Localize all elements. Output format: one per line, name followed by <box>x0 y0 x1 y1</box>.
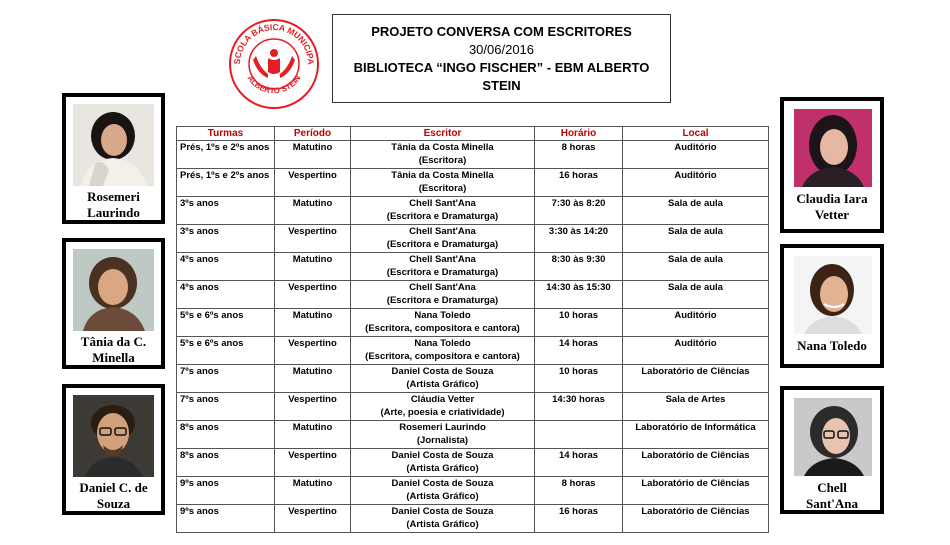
cell-horario-horario: 8 horas <box>561 142 596 153</box>
cell-escritor <box>351 505 535 533</box>
cell-turma-turma: 7ºs anos <box>180 394 219 405</box>
svg-text:ALBERTO STEIN <box>245 74 302 96</box>
photo-card-nana <box>780 244 884 368</box>
cell-escritor-escritor2: (Escritora e Dramaturga) <box>386 267 499 278</box>
table-header-row <box>177 127 769 141</box>
cell-escritor <box>351 421 535 449</box>
cell-local <box>623 421 769 449</box>
cell-turma <box>177 365 275 393</box>
table-row <box>177 169 769 197</box>
cell-local <box>623 309 769 337</box>
svg-text:ESCOLA BÁSICA MUNICIPAL <box>228 18 316 65</box>
cell-turma-turma: 4ºs anos <box>180 254 219 265</box>
cell-horario <box>535 337 623 365</box>
cell-horario <box>535 253 623 281</box>
cell-horario-horario: 10 horas <box>558 366 599 377</box>
cell-turma <box>177 393 275 421</box>
cell-turma <box>177 169 275 197</box>
cell-escritor-escritor2: (Escritora e Dramaturga) <box>386 211 499 222</box>
cell-local <box>623 365 769 393</box>
cell-local <box>623 281 769 309</box>
cell-turma <box>177 253 275 281</box>
cell-periodo <box>275 309 351 337</box>
cell-escritor-escritor2: (Artista Gráfico) <box>406 491 479 502</box>
photo-name-rosemeri-1: Rosemeri <box>87 189 140 204</box>
cell-turma-turma: 3ºs anos <box>180 198 219 209</box>
cell-periodo <box>275 449 351 477</box>
cell-turma <box>177 141 275 169</box>
table-row <box>177 141 769 169</box>
photo-card-chell <box>780 386 884 514</box>
cell-turma <box>177 197 275 225</box>
photo-claudia <box>794 109 872 187</box>
cell-escritor-escritor2: (Escritora, compositora e cantora) <box>365 323 520 334</box>
photo-chell <box>794 398 872 476</box>
cell-turma <box>177 477 275 505</box>
table-row <box>177 505 769 533</box>
cell-local-local: Laboratório de Informática <box>635 422 756 433</box>
cell-periodo <box>275 141 351 169</box>
table-row <box>177 309 769 337</box>
cell-escritor-escritor2: (Artista Gráfico) <box>406 379 479 390</box>
photo-tania <box>73 249 154 331</box>
cell-turma-turma: Prés, 1ºs e 2ºs anos <box>180 142 270 153</box>
header-turmas: Turmas <box>177 127 275 141</box>
cell-horario <box>535 421 623 449</box>
cell-horario <box>535 169 623 197</box>
cell-horario-horario: 8 horas <box>561 478 596 489</box>
cell-periodo <box>275 197 351 225</box>
cell-local <box>623 253 769 281</box>
header-title: PROJETO CONVERSA COM ESCRITORES <box>371 24 632 39</box>
cell-escritor <box>351 169 535 197</box>
table-row <box>177 281 769 309</box>
cell-turma-turma: 8ºs anos <box>180 450 219 461</box>
cell-periodo-periodo: Matutino <box>292 422 333 433</box>
cell-local-local: Sala de aula <box>668 282 723 293</box>
header-line3: BIBLIOTECA “INGO FISCHER” - EBM ALBERTO <box>353 60 650 75</box>
cell-local-local: Laboratório de Ciências <box>641 478 750 489</box>
cell-escritor <box>351 281 535 309</box>
cell-local-local: Laboratório de Ciências <box>641 366 750 377</box>
cell-periodo <box>275 365 351 393</box>
cell-turma-turma: 8ºs anos <box>180 422 219 433</box>
header-horario: Horário <box>535 127 623 141</box>
cell-periodo-periodo: Matutino <box>292 366 333 377</box>
cell-local <box>623 141 769 169</box>
cell-horario-horario: 14 horas <box>558 450 599 461</box>
cell-horario-horario: 14:30 às 15:30 <box>546 282 611 293</box>
cell-turma-turma: 7ºs anos <box>180 366 219 377</box>
cell-escritor <box>351 365 535 393</box>
cell-escritor-escritor1: Chell Sant'Ana <box>409 226 476 237</box>
cell-periodo <box>275 393 351 421</box>
cell-escritor <box>351 141 535 169</box>
cell-local-local: Auditório <box>674 170 717 181</box>
header-line4: STEIN <box>482 78 521 93</box>
cell-periodo-periodo: Vespertino <box>288 226 337 237</box>
photo-name-daniel-1: Daniel C. de <box>79 480 148 495</box>
cell-turma <box>177 421 275 449</box>
cell-periodo-periodo: Vespertino <box>288 282 337 293</box>
logo-text-bottom: ALBERTO STEIN <box>245 73 303 96</box>
cell-periodo <box>275 225 351 253</box>
cell-periodo-periodo: Matutino <box>292 142 333 153</box>
cell-periodo-periodo: Vespertino <box>288 450 337 461</box>
photo-name-tania-2: Minella <box>92 350 135 365</box>
cell-horario-horario: 7:30 às 8:20 <box>551 198 606 209</box>
cell-horario <box>535 393 623 421</box>
table-row <box>177 337 769 365</box>
table-row <box>177 365 769 393</box>
header-box <box>332 14 671 103</box>
cell-escritor <box>351 197 535 225</box>
cell-periodo <box>275 281 351 309</box>
cell-escritor-escritor2: (Escritora, compositora e cantora) <box>365 351 520 362</box>
photo-name-chell-2: Sant'Ana <box>805 496 859 511</box>
cell-turma-turma: 3ºs anos <box>180 226 219 237</box>
cell-local <box>623 477 769 505</box>
table-row <box>177 225 769 253</box>
cell-escritor-escritor2: (Escritora) <box>418 155 467 166</box>
cell-escritor-escritor2: (Jornalista) <box>416 435 469 446</box>
cell-turma-turma: 5ºs e 6ºs anos <box>180 310 244 321</box>
cell-horario-horario: 16 horas <box>558 506 599 517</box>
cell-turma-turma: Prés, 1ºs e 2ºs anos <box>180 170 270 181</box>
cell-escritor-escritor2: (Artista Gráfico) <box>406 463 479 474</box>
cell-periodo <box>275 477 351 505</box>
cell-escritor-escritor2: (Escritora e Dramaturga) <box>386 295 499 306</box>
cell-local <box>623 337 769 365</box>
photo-name-claudia-2: Vetter <box>814 207 850 222</box>
cell-horario <box>535 309 623 337</box>
photo-name-daniel-2: Souza <box>96 496 131 511</box>
photo-card-claudia <box>780 97 884 233</box>
cell-escritor-escritor1: Chell Sant'Ana <box>409 254 476 265</box>
cell-local-local: Auditório <box>674 310 717 321</box>
photo-name-claudia-1: Claudia Iara <box>796 191 868 206</box>
cell-escritor-escritor1: Tânia da Costa Minella <box>391 170 494 181</box>
cell-horario <box>535 449 623 477</box>
cell-escritor-escritor1: Daniel Costa de Souza <box>391 478 494 489</box>
cell-local <box>623 393 769 421</box>
cell-turma <box>177 225 275 253</box>
cell-periodo <box>275 169 351 197</box>
cell-turma <box>177 449 275 477</box>
photo-card-tania <box>62 238 165 369</box>
table-row <box>177 393 769 421</box>
cell-horario-horario: 14 horas <box>558 338 599 349</box>
photo-name-tania-1: Tânia da C. <box>80 334 147 349</box>
cell-escritor <box>351 337 535 365</box>
cell-local <box>623 169 769 197</box>
cell-local-local: Sala de aula <box>668 198 723 209</box>
table-row <box>177 197 769 225</box>
cell-local-local: Sala de Artes <box>665 394 726 405</box>
cell-escritor <box>351 477 535 505</box>
table-row <box>177 253 769 281</box>
cell-escritor <box>351 393 535 421</box>
cell-escritor-escritor2: (Arte, poesia e criatividade) <box>380 407 505 418</box>
cell-horario <box>535 477 623 505</box>
photo-name-nana-1: Nana Toledo <box>797 338 867 353</box>
school-logo <box>228 18 320 110</box>
cell-horario <box>535 197 623 225</box>
photo-card-rosemeri <box>62 93 165 224</box>
cell-local-local: Laboratório de Ciências <box>641 450 750 461</box>
cell-local <box>623 197 769 225</box>
photo-nana <box>794 256 872 334</box>
cell-escritor-escritor2: (Artista Gráfico) <box>406 519 479 530</box>
cell-turma <box>177 309 275 337</box>
cell-periodo-periodo: Vespertino <box>288 394 337 405</box>
schedule-table <box>176 126 769 533</box>
cell-horario-horario: 16 horas <box>558 170 599 181</box>
cell-periodo-periodo: Matutino <box>292 310 333 321</box>
cell-periodo-periodo: Matutino <box>292 254 333 265</box>
cell-escritor-escritor1: Cláudia Vetter <box>410 394 475 405</box>
cell-periodo <box>275 505 351 533</box>
header-date: 30/06/2016 <box>468 42 535 57</box>
cell-periodo <box>275 421 351 449</box>
cell-periodo-periodo: Vespertino <box>288 170 337 181</box>
cell-turma-turma: 9ºs anos <box>180 506 219 517</box>
cell-escritor-escritor1: Chell Sant'Ana <box>409 282 476 293</box>
cell-local <box>623 505 769 533</box>
cell-horario <box>535 225 623 253</box>
cell-periodo-periodo: Vespertino <box>288 338 337 349</box>
cell-horario <box>535 281 623 309</box>
cell-horario <box>535 505 623 533</box>
cell-escritor-escritor1: Daniel Costa de Souza <box>391 450 494 461</box>
photo-rosemeri <box>73 104 154 186</box>
cell-horario-horario: 3:30 às 14:20 <box>548 226 609 237</box>
cell-local-local: Laboratório de Ciências <box>641 506 750 517</box>
table-row <box>177 421 769 449</box>
cell-local <box>623 449 769 477</box>
cell-horario <box>535 141 623 169</box>
cell-horario-horario: 14:30 horas <box>552 394 605 405</box>
table-row <box>177 477 769 505</box>
cell-escritor-escritor1: Tânia da Costa Minella <box>391 142 494 153</box>
cell-escritor <box>351 225 535 253</box>
header-local: Local <box>623 127 769 141</box>
cell-horario-horario: 8:30 às 9:30 <box>551 254 606 265</box>
cell-escritor-escritor2: (Escritora) <box>418 183 467 194</box>
photo-name-rosemeri-2: Laurindo <box>87 205 140 220</box>
cell-local-local: Sala de aula <box>668 254 723 265</box>
cell-turma <box>177 337 275 365</box>
cell-escritor-escritor1: Daniel Costa de Souza <box>391 366 494 377</box>
cell-periodo <box>275 253 351 281</box>
cell-local-local: Auditório <box>674 338 717 349</box>
cell-turma-turma: 4ºs anos <box>180 282 219 293</box>
cell-horario <box>535 365 623 393</box>
photo-name-chell-1: Chell <box>817 480 847 495</box>
cell-periodo-periodo: Matutino <box>292 478 333 489</box>
cell-escritor-escritor1: Rosemeri Laurindo <box>399 422 486 433</box>
cell-escritor-escritor1: Nana Toledo <box>414 338 471 349</box>
logo-text-top: SCOLA BÁSICA MUNICIPA <box>231 21 317 66</box>
header-periodo: Período <box>275 127 351 141</box>
cell-horario-horario: 10 horas <box>558 310 599 321</box>
cell-escritor <box>351 449 535 477</box>
cell-local-local: Auditório <box>674 142 717 153</box>
cell-periodo <box>275 337 351 365</box>
cell-turma <box>177 505 275 533</box>
cell-local-local: Sala de aula <box>668 226 723 237</box>
cell-turma-turma: 5ºs e 6ºs anos <box>180 338 244 349</box>
cell-escritor-escritor1: Daniel Costa de Souza <box>391 506 494 517</box>
cell-escritor-escritor1: Nana Toledo <box>414 310 471 321</box>
cell-local <box>623 225 769 253</box>
cell-escritor <box>351 309 535 337</box>
cell-turma <box>177 281 275 309</box>
cell-periodo-periodo: Matutino <box>292 198 333 209</box>
cell-escritor <box>351 253 535 281</box>
photo-card-daniel <box>62 384 165 515</box>
photo-daniel <box>73 395 154 477</box>
header-escritor: Escritor <box>351 127 535 141</box>
cell-escritor-escritor2: (Escritora e Dramaturga) <box>386 239 499 250</box>
cell-escritor-escritor1: Chell Sant'Ana <box>409 198 476 209</box>
table-row <box>177 449 769 477</box>
cell-periodo-periodo: Vespertino <box>288 506 337 517</box>
cell-turma-turma: 9ºs anos <box>180 478 219 489</box>
